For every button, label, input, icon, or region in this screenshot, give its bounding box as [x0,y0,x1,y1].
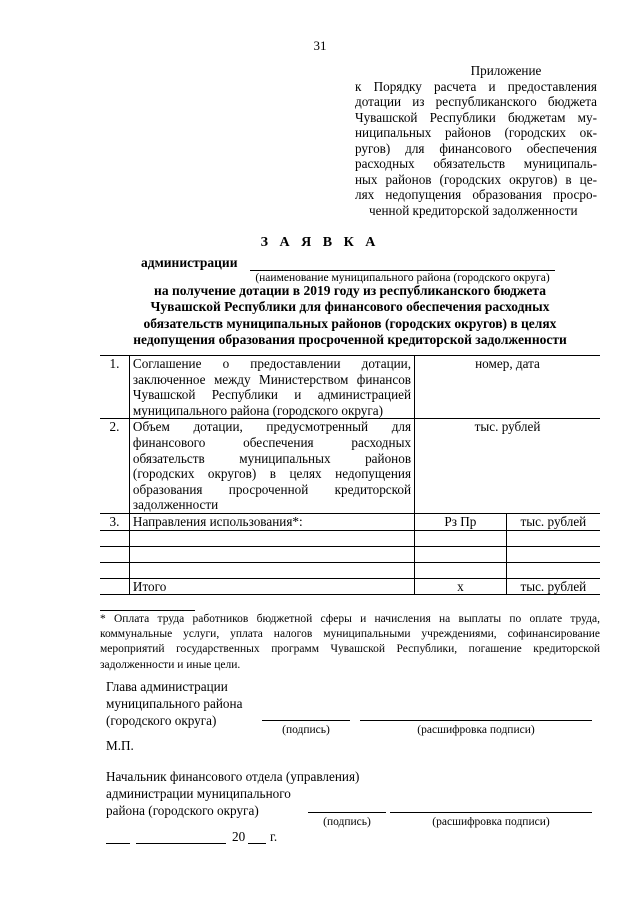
amount-input-cell[interactable] [506,562,600,578]
date-suffix: г. [270,829,278,844]
finance-name-hint: (расшифровка подписи) [432,816,550,828]
signatory-line: Начальник финансового отдела (управления) [106,769,360,784]
admin-name-hint: (наименование муниципального района (городского округа) [255,272,550,284]
subsidy-amount-cell[interactable]: тыс. рублей [415,419,600,514]
head-signature-hint: (подпись) [282,724,330,736]
empty-cell [100,530,129,546]
empty-cell [100,578,129,595]
head-name-hint: (расшифровка подписи) [417,724,535,736]
appendix-line: ченной кредиторской задолженности [369,202,578,218]
footnote-divider [100,610,195,611]
row-number: 2. [100,419,129,514]
row-description: Объем дотации, предусмотренный для финансового обеспечения расходных обязательств муниципальных районов (городских округов) в целях недопущения образования просроченной кредиторской задолженности [129,419,414,514]
head-name-field[interactable] [360,720,592,721]
date-year-prefix: 20 [232,829,246,844]
direction-input-cell[interactable] [129,546,414,562]
head-signatory [106,678,242,729]
appendix-block [355,63,597,218]
table-row [100,419,600,514]
appendix-line: ниципальных районов (городских ок- [355,125,597,140]
signatory-line: (городского округа) [106,713,217,728]
row-description: Соглашение о предоставлении дотации, заключенное между Министерством финансов Чувашской Республики и администрацией муниципального района (городского округа) [129,356,414,419]
document-title: З А Я В К А [260,235,380,250]
row-number: 1. [100,356,129,419]
column-header-amount: тыс. рублей [506,513,600,530]
signatory-line: Глава администрации [106,679,228,694]
appendix-line: Чувашской Республики бюджетам му- [355,109,597,125]
total-label: Итого [129,578,414,595]
row-description: Направления использования*: [129,513,414,530]
empty-cell [100,546,129,562]
appendix-line: к Порядку расчета и предоставления [355,78,597,94]
page-number: 31 [313,38,327,53]
appendix-line: ных районов (городских округов) в це- [355,171,597,187]
total-amount-cell[interactable]: тыс. рублей [506,578,600,595]
admin-name-field[interactable] [250,270,555,271]
request-description [100,283,600,348]
table-row [100,562,600,578]
head-signature-field[interactable] [262,720,350,721]
appendix-line: лях недопущения образования просро- [355,187,597,202]
appendix-line: дотации из республиканского бюджета [355,94,597,109]
appendix-title: Приложение [470,63,542,78]
request-line: недопущения образования просроченной кредиторской задолженности [133,331,567,347]
signatory-line: администрации муниципального [106,786,291,801]
request-table [100,355,600,595]
agreement-value-cell[interactable]: номер, дата [415,356,600,419]
date-day-field[interactable] [106,843,130,844]
admin-label: администрации [141,255,238,270]
date-year-field[interactable] [248,843,266,844]
code-input-cell[interactable] [415,546,507,562]
column-header-code: Рз Пр [415,513,507,530]
finance-signature-field[interactable] [308,812,386,813]
appendix-line: расходных обязательств муниципаль- [355,156,597,171]
total-code: х [415,578,507,595]
table-row [100,530,600,546]
direction-input-cell[interactable] [129,530,414,546]
signatory-line: муниципального района [106,696,243,711]
row-number: 3. [100,513,129,530]
date-month-field[interactable] [136,843,226,844]
amount-input-cell[interactable] [506,530,600,546]
signatory-line: района (городского округа) [106,803,259,818]
request-line: Чувашской Республики для финансового обеспечения расходных [150,299,550,315]
appendix-line: ругов) для финансового обеспечения [355,140,597,156]
request-line: на получение дотации в 2019 году из республиканского бюджета [154,283,546,298]
table-row [100,356,600,419]
amount-input-cell[interactable] [506,546,600,562]
finance-name-field[interactable] [390,812,592,813]
footnote: * Оплата труда работников бюджетной сферы и начисления на выплаты по оплате труда, коммунальные услуги, уплата налогов муниципальными учреждениями, софинансирование мероприятий государственных программ Чувашской Республики, погашение кредиторской задолженности и иные цели. [100,613,600,671]
empty-cell [100,562,129,578]
table-row [100,513,600,530]
request-line: обязательств муниципальных районов (городских округов) в целях [143,315,557,331]
code-input-cell[interactable] [415,562,507,578]
direction-input-cell[interactable] [129,562,414,578]
table-row [100,546,600,562]
code-input-cell[interactable] [415,530,507,546]
finance-signature-hint: (подпись) [323,816,371,828]
table-row-total [100,578,600,595]
stamp-mark: М.П. [106,738,134,753]
